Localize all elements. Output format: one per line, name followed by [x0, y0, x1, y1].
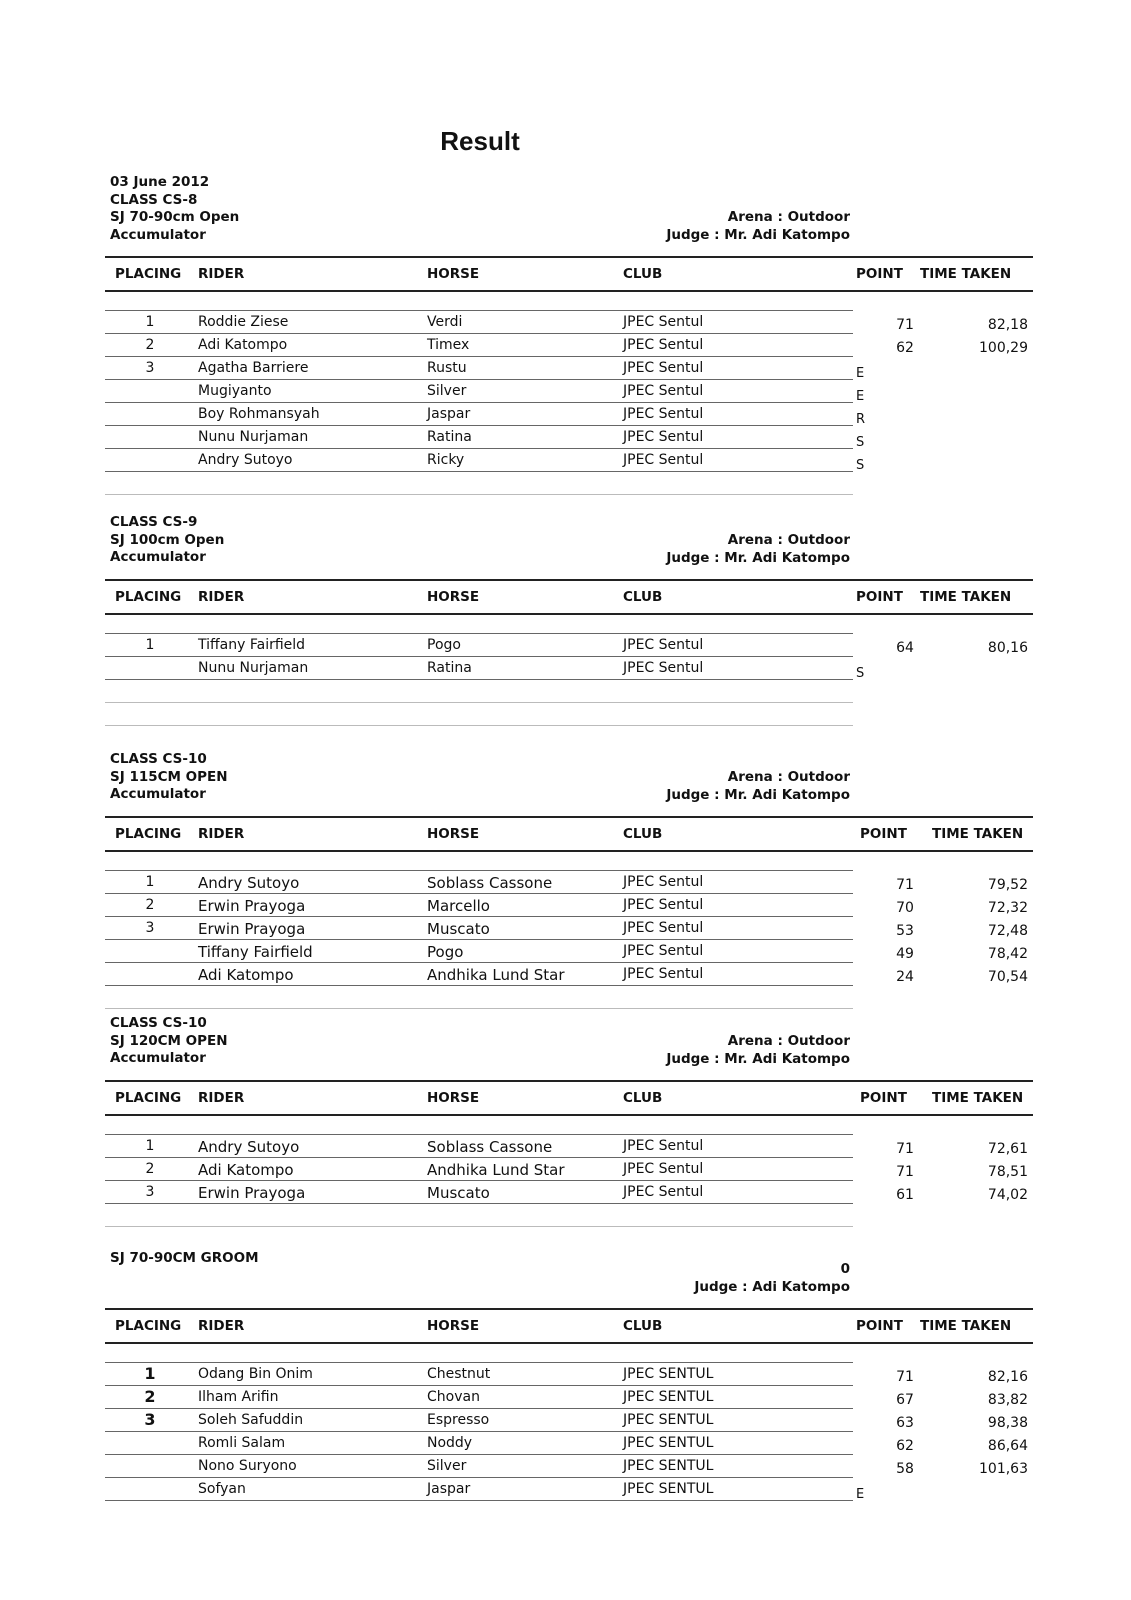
- cell-rider: Sofyan: [198, 1481, 246, 1497]
- table-row: [105, 356, 865, 381]
- results-table: [105, 870, 1033, 1009]
- cell-club: JPEC SENTUL: [623, 1366, 714, 1382]
- table-header: [105, 1308, 1033, 1344]
- table-row: [105, 1362, 1028, 1385]
- column-header-club: CLUB: [623, 1090, 663, 1106]
- column-header-rider: RIDER: [198, 826, 245, 842]
- cell-time: 78,51: [987, 1164, 1028, 1180]
- cell-club: JPEC Sentul: [623, 314, 704, 330]
- cell-placing: 1: [145, 314, 155, 330]
- cell-rider: Nunu Nurjaman: [198, 429, 309, 445]
- column-header-rider: RIDER: [198, 589, 245, 605]
- arena-judge-line: 0: [840, 1261, 850, 1277]
- table-row: [105, 1157, 1028, 1180]
- cell-club: JPEC Sentul: [623, 1161, 704, 1177]
- cell-rider: Andry Sutoyo: [198, 452, 293, 468]
- table-header: [105, 1080, 1033, 1116]
- class-info-line: SJ 70-90cm Open: [110, 209, 240, 225]
- cell-placing: 1: [145, 637, 155, 653]
- column-header-time: TIME TAKEN: [932, 1090, 1024, 1106]
- section-meta: [105, 1250, 1033, 1296]
- cell-placing: 2: [145, 897, 155, 913]
- cell-placing: 1: [145, 1138, 155, 1154]
- cell-club: JPEC Sentul: [623, 943, 704, 959]
- arena-judge-line: Judge : Adi Katompo: [694, 1278, 850, 1295]
- column-header-time: TIME TAKEN: [920, 266, 1012, 282]
- cell-point: 62: [896, 1438, 914, 1454]
- cell-point: 70: [896, 900, 914, 916]
- column-header-club: CLUB: [623, 266, 663, 282]
- cell-horse: Espresso: [427, 1412, 490, 1428]
- table-row: [105, 425, 865, 450]
- cell-rider: Tiffany Fairfield: [198, 637, 306, 653]
- cell-horse: Jaspar: [427, 406, 471, 422]
- cell-point: 71: [896, 1164, 914, 1180]
- cell-rider: Adi Katompo: [198, 1161, 294, 1179]
- cell-club: JPEC Sentul: [623, 406, 704, 422]
- cell-placing: 2: [145, 337, 155, 353]
- cell-horse: Muscato: [427, 1184, 490, 1202]
- cell-placing: 1: [145, 874, 155, 890]
- arena-judge-line: Judge : Mr. Adi Katompo: [666, 226, 850, 243]
- column-header-placing: PLACING: [115, 1318, 182, 1334]
- class-info-line: Accumulator: [110, 1050, 206, 1066]
- cell-time: 82,18: [987, 317, 1028, 333]
- cell-horse: Soblass Cassone: [427, 1138, 553, 1156]
- cell-rider: Erwin Prayoga: [198, 1184, 306, 1202]
- cell-placing: 2: [144, 1387, 156, 1406]
- blank-row: [105, 680, 853, 703]
- cell-placing: 1: [144, 1364, 156, 1383]
- class-info-line: SJ 120CM OPEN: [110, 1032, 228, 1049]
- cell-time: 82,16: [987, 1369, 1028, 1385]
- cell-rider: Andry Sutoyo: [198, 874, 300, 892]
- cell-rider: Adi Katompo: [198, 337, 288, 353]
- table-row: [105, 870, 1028, 893]
- class-info-line: CLASS CS-10: [110, 751, 207, 767]
- table-row: [105, 656, 865, 681]
- arena-judge: [666, 769, 850, 804]
- arena-judge-line: Judge : Mr. Adi Katompo: [666, 549, 850, 566]
- cell-time: 72,61: [987, 1141, 1028, 1157]
- cell-horse: Noddy: [427, 1435, 473, 1451]
- arena-judge-line: Arena : Outdoor: [727, 532, 850, 548]
- cell-club: JPEC Sentul: [623, 897, 704, 913]
- column-header-rider: RIDER: [198, 1318, 245, 1334]
- cell-point: 67: [896, 1392, 914, 1408]
- cell-club: JPEC Sentul: [623, 874, 704, 890]
- cell-horse: Soblass Cassone: [427, 874, 553, 892]
- column-header-horse: HORSE: [427, 266, 480, 282]
- section-meta: [105, 514, 1033, 567]
- column-header-horse: HORSE: [427, 826, 480, 842]
- cell-rider: Mugiyanto: [198, 383, 272, 399]
- cell-horse: Ratina: [427, 660, 472, 676]
- table-row: [105, 379, 865, 404]
- column-header-placing: PLACING: [115, 589, 182, 605]
- arena-judge: [666, 209, 850, 244]
- class-info-line: Accumulator: [110, 786, 206, 802]
- cell-status: S: [856, 666, 865, 681]
- class-info-line: Accumulator: [110, 549, 206, 565]
- arena-judge-line: Arena : Outdoor: [727, 209, 850, 225]
- cell-status: R: [856, 412, 866, 427]
- cell-rider: Adi Katompo: [198, 966, 294, 984]
- cell-time: 72,32: [987, 900, 1028, 916]
- cell-point: 71: [896, 877, 914, 893]
- column-header-placing: PLACING: [115, 826, 182, 842]
- result-section: [105, 1250, 1033, 1501]
- blank-row: [105, 472, 853, 495]
- cell-club: JPEC Sentul: [623, 383, 704, 399]
- cell-rider: Romli Salam: [198, 1435, 286, 1451]
- column-header-club: CLUB: [623, 589, 663, 605]
- table-row: [105, 1477, 865, 1502]
- cell-club: JPEC Sentul: [623, 452, 704, 468]
- cell-time: 74,02: [987, 1187, 1028, 1203]
- arena-judge-line: Judge : Mr. Adi Katompo: [666, 1050, 850, 1067]
- cell-club: JPEC Sentul: [623, 337, 704, 353]
- cell-point: 64: [896, 640, 914, 656]
- cell-rider: Nono Suryono: [198, 1458, 297, 1474]
- cell-club: JPEC Sentul: [623, 966, 704, 982]
- class-info-line: 03 June 2012: [110, 174, 210, 190]
- cell-status: E: [856, 366, 865, 381]
- cell-time: 79,52: [987, 877, 1028, 893]
- cell-point: 71: [896, 1141, 914, 1157]
- cell-horse: Andhika Lund Star: [427, 966, 565, 984]
- class-info-line: CLASS CS-10: [110, 1015, 207, 1031]
- blank-row: [105, 1204, 853, 1227]
- cell-rider: Roddie Ziese: [198, 314, 289, 330]
- cell-horse: Chestnut: [427, 1366, 491, 1382]
- results-table: [105, 1134, 1033, 1227]
- class-info-line: CLASS CS-8: [110, 191, 198, 208]
- cell-horse: Verdi: [427, 314, 463, 330]
- table-row: [105, 916, 1028, 939]
- column-header-point: POINT: [856, 589, 903, 605]
- class-info: [110, 751, 228, 804]
- column-header-placing: PLACING: [115, 1090, 182, 1106]
- cell-rider: Andry Sutoyo: [198, 1138, 300, 1156]
- page-title: Result: [440, 126, 520, 156]
- column-header-placing: PLACING: [115, 266, 182, 282]
- cell-status: S: [856, 458, 865, 473]
- table-row: [105, 962, 1028, 986]
- cell-placing: 2: [145, 1161, 155, 1177]
- result-section: [105, 514, 1033, 726]
- cell-time: 83,82: [987, 1392, 1028, 1408]
- table-row: [105, 333, 1028, 356]
- section-meta: [105, 174, 1033, 244]
- column-header-rider: RIDER: [198, 266, 245, 282]
- cell-status: E: [856, 1487, 865, 1502]
- cell-club: JPEC Sentul: [623, 637, 704, 653]
- column-header-club: CLUB: [623, 1318, 663, 1334]
- table-row: [105, 939, 1028, 962]
- cell-rider: Soleh Safuddin: [198, 1412, 304, 1428]
- arena-judge-line: Arena : Outdoor: [727, 1033, 850, 1049]
- cell-club: JPEC Sentul: [623, 1184, 704, 1200]
- cell-rider: Nunu Nurjaman: [198, 660, 309, 676]
- results-table: [105, 1362, 1033, 1501]
- cell-placing: 3: [145, 360, 155, 376]
- table-row: [105, 1180, 1028, 1204]
- cell-club: JPEC Sentul: [623, 920, 704, 936]
- result-section: [105, 174, 1033, 495]
- cell-placing: 3: [144, 1410, 156, 1429]
- table-row: [105, 1431, 1028, 1454]
- cell-horse: Silver: [427, 383, 467, 399]
- cell-club: JPEC SENTUL: [623, 1481, 714, 1497]
- cell-rider: Agatha Barriere: [198, 360, 309, 376]
- cell-horse: Rustu: [427, 360, 467, 376]
- cell-horse: Chovan: [427, 1389, 480, 1405]
- cell-rider: Boy Rohmansyah: [198, 406, 320, 422]
- cell-horse: Pogo: [427, 637, 461, 653]
- table-row: [105, 1454, 1028, 1477]
- cell-rider: Ilham Arifin: [198, 1389, 279, 1405]
- cell-time: 86,64: [987, 1438, 1028, 1454]
- table-header: [105, 256, 1033, 292]
- cell-point: 24: [896, 969, 914, 985]
- column-header-time: TIME TAKEN: [932, 826, 1024, 842]
- arena-judge: [666, 532, 850, 567]
- cell-club: JPEC SENTUL: [623, 1435, 714, 1451]
- blank-row: [105, 703, 853, 726]
- column-header-point: POINT: [860, 1090, 907, 1106]
- cell-rider: Erwin Prayoga: [198, 897, 306, 915]
- cell-point: 49: [896, 946, 914, 962]
- class-info-line: SJ 100cm Open: [110, 531, 225, 548]
- class-info: [110, 1250, 259, 1268]
- class-info: [110, 514, 224, 567]
- column-header-point: POINT: [856, 1318, 903, 1334]
- cell-horse: Ricky: [427, 452, 465, 468]
- results-table: [105, 633, 1033, 726]
- cell-status: S: [856, 435, 865, 450]
- cell-time: 78,42: [987, 946, 1028, 962]
- arena-judge: [694, 1261, 850, 1296]
- column-header-time: TIME TAKEN: [920, 1318, 1012, 1334]
- arena-judge: [666, 1033, 850, 1068]
- cell-point: 63: [896, 1415, 914, 1431]
- column-header-point: POINT: [856, 266, 903, 282]
- cell-point: 71: [896, 1369, 914, 1385]
- cell-rider: Erwin Prayoga: [198, 920, 306, 938]
- column-header-horse: HORSE: [427, 1090, 480, 1106]
- class-info: [110, 174, 239, 244]
- cell-time: 98,38: [987, 1415, 1028, 1431]
- table-row: [105, 1385, 1028, 1408]
- cell-status: E: [856, 389, 865, 404]
- cell-time: 70,54: [987, 969, 1028, 985]
- cell-time: 101,63: [979, 1461, 1028, 1477]
- cell-club: JPEC Sentul: [623, 660, 704, 676]
- result-section: [105, 1015, 1033, 1227]
- cell-point: 71: [896, 317, 914, 333]
- cell-horse: Pogo: [427, 943, 464, 961]
- cell-horse: Marcello: [427, 897, 490, 915]
- table-row: [105, 1134, 1028, 1157]
- cell-placing: 3: [145, 1184, 155, 1200]
- cell-horse: Timex: [427, 337, 470, 353]
- blank-row: [105, 986, 853, 1009]
- cell-club: JPEC Sentul: [623, 429, 704, 445]
- table-header: [105, 579, 1033, 615]
- class-info-line: Accumulator: [110, 226, 206, 243]
- table-header: [105, 816, 1033, 852]
- cell-point: 61: [896, 1187, 914, 1203]
- class-info-line: SJ 70-90CM GROOM: [110, 1250, 259, 1266]
- cell-rider: Tiffany Fairfield: [198, 943, 313, 961]
- table-row: [105, 893, 1028, 916]
- table-row: [105, 402, 866, 427]
- table-row: [105, 310, 1028, 333]
- cell-point: 62: [896, 340, 914, 356]
- column-header-rider: RIDER: [198, 1090, 245, 1106]
- cell-time: 80,16: [987, 640, 1028, 656]
- cell-point: 53: [896, 923, 914, 939]
- cell-time: 100,29: [979, 340, 1028, 356]
- table-row: [105, 448, 865, 473]
- cell-club: JPEC Sentul: [623, 360, 704, 376]
- cell-horse: Andhika Lund Star: [427, 1161, 565, 1179]
- section-meta: [105, 751, 1033, 804]
- column-header-club: CLUB: [623, 826, 663, 842]
- column-header-point: POINT: [860, 826, 907, 842]
- column-header-horse: HORSE: [427, 589, 480, 605]
- arena-judge-line: Judge : Mr. Adi Katompo: [666, 786, 850, 803]
- cell-club: JPEC SENTUL: [623, 1412, 714, 1428]
- class-info-line: SJ 115CM OPEN: [110, 768, 228, 785]
- cell-club: JPEC Sentul: [623, 1138, 704, 1154]
- table-row: [105, 1408, 1028, 1431]
- cell-club: JPEC SENTUL: [623, 1389, 714, 1405]
- cell-horse: Ratina: [427, 429, 472, 445]
- column-header-horse: HORSE: [427, 1318, 480, 1334]
- cell-time: 72,48: [987, 923, 1028, 939]
- column-header-time: TIME TAKEN: [920, 589, 1012, 605]
- arena-judge-line: Arena : Outdoor: [727, 769, 850, 785]
- cell-club: JPEC SENTUL: [623, 1458, 714, 1474]
- results-table: [105, 310, 1033, 495]
- cell-rider: Odang Bin Onim: [198, 1366, 313, 1382]
- section-meta: [105, 1015, 1033, 1068]
- class-info-line: CLASS CS-9: [110, 514, 198, 530]
- class-info: [110, 1015, 228, 1068]
- cell-horse: Muscato: [427, 920, 490, 938]
- cell-horse: Silver: [427, 1458, 467, 1474]
- cell-placing: 3: [145, 920, 155, 936]
- result-section: [105, 751, 1033, 1009]
- table-row: [105, 633, 1028, 656]
- cell-horse: Jaspar: [427, 1481, 471, 1497]
- cell-point: 58: [896, 1461, 914, 1477]
